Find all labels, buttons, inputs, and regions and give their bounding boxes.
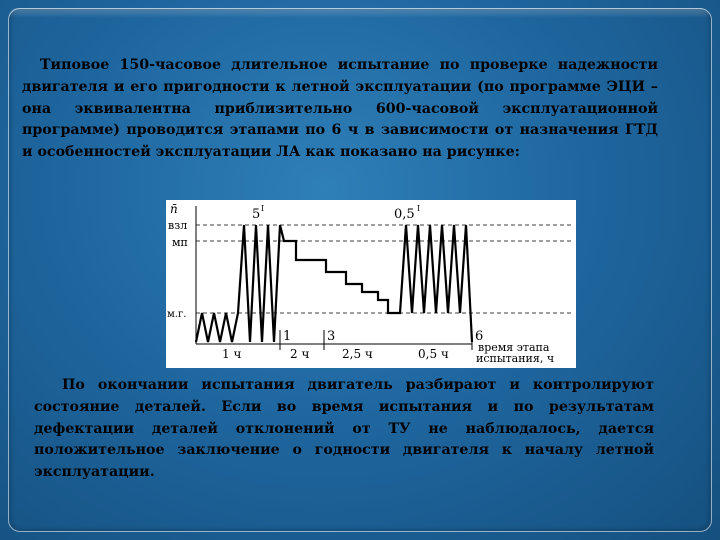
mark-label-3: 3 xyxy=(327,329,336,344)
test-cycle-diagram xyxy=(166,200,576,368)
y-axis-symbol: n̄ xyxy=(170,202,178,216)
duration-label-3: 2,5 ч xyxy=(342,347,373,361)
slide-header-band xyxy=(8,8,710,18)
duration-label-2: 2 ч xyxy=(290,347,310,361)
right-peak-label: 0,5 xyxy=(394,207,415,222)
idle-level-label: м.г. xyxy=(167,309,187,320)
mark-label-1: 1 xyxy=(283,329,292,344)
x-axis-label-line1: время этапа xyxy=(478,341,550,354)
test-cycle-profile xyxy=(196,225,472,342)
duration-label-1: 1 ч xyxy=(222,347,242,361)
left-peak-prime: I xyxy=(261,204,265,213)
test-cycle-figure xyxy=(166,200,576,368)
x-axis-label-line2: испытания, ч xyxy=(476,352,555,365)
mark-label-6: 6 xyxy=(475,329,484,344)
right-peak-prime: I xyxy=(417,204,421,213)
intro-paragraph: Типовое 150-часовое длительное испытание по проверке надежности двигателя и его пригодности к летной эксплуатации (по программе ЭЦИ – она эквивалентна приблизительно 600-часовой эксплуатационной программе) проводится этапами по 6 ч в зависимости от назначения ГТД и особенностей эксплуатации ЛА как показано на рисунке: xyxy=(22,57,658,161)
duration-label-4: 0,5 ч xyxy=(418,347,449,361)
left-peak-label: 5 xyxy=(252,207,261,222)
takeoff-level-label: взл xyxy=(168,219,188,232)
max-level-label: мп xyxy=(172,236,188,249)
conclusion-paragraph: По окончании испытания двигатель разбирают и контролируют состояние деталей. Если во время испытания и по результатам дефектации деталей отклонений от ТУ не наблюдалось, дается положительное заключение о годности двигателя к началу летной эксплуатации. xyxy=(34,377,654,481)
